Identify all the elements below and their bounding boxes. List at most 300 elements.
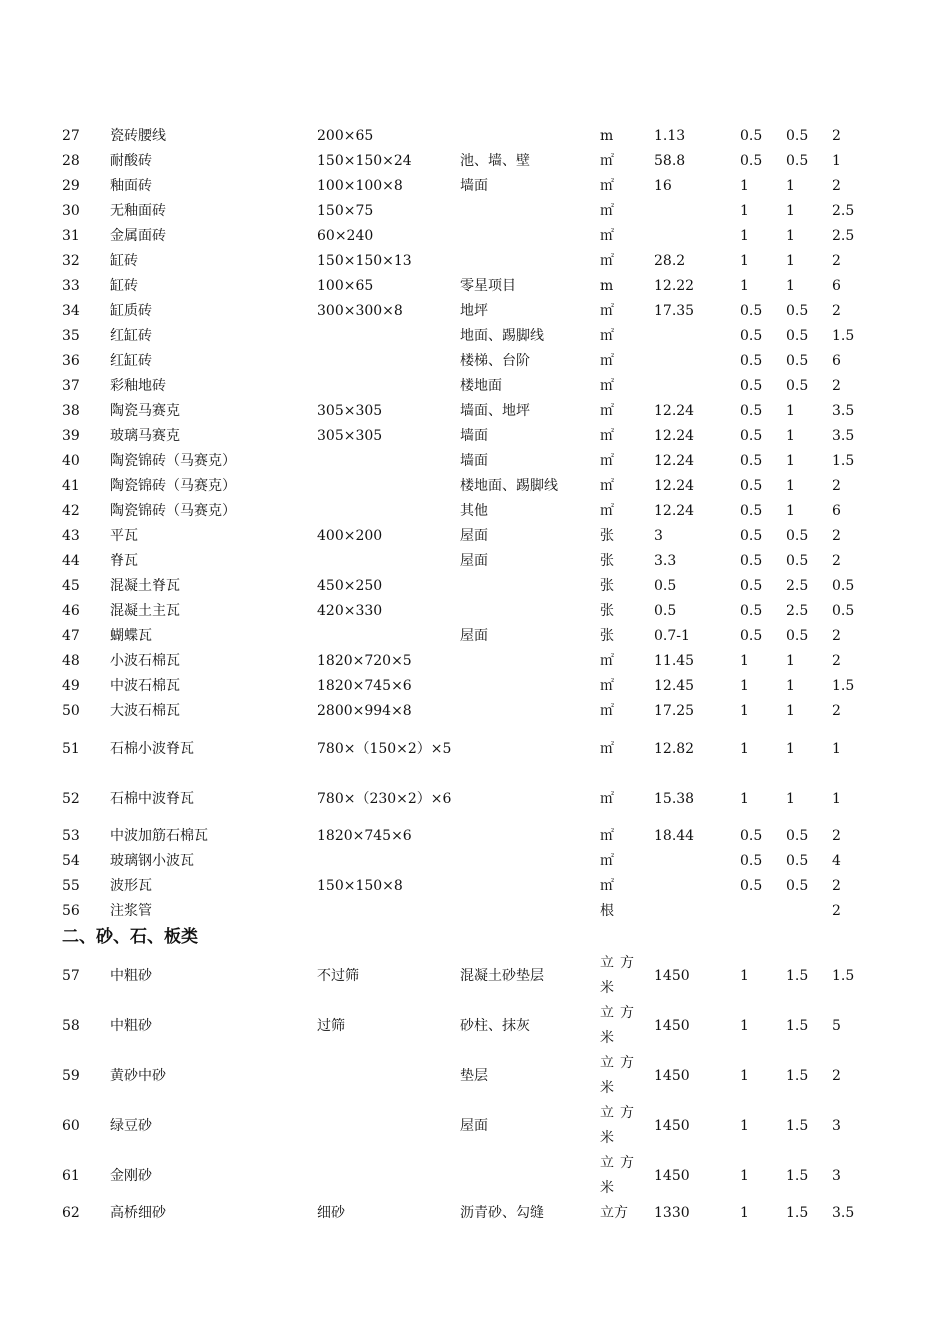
row-number-cell: 49 xyxy=(62,678,80,694)
loss-rate-3-cell: 3 xyxy=(832,1167,841,1184)
loss-rate-3-cell: 1.5 xyxy=(832,453,855,469)
specification-cell xyxy=(317,899,460,924)
loss-rate-2-cell: 0.5 xyxy=(786,528,809,544)
row-number-cell: 29 xyxy=(62,178,80,194)
loss-rate-2-cell: 1 xyxy=(786,203,795,219)
loss-rate-2-cell: 1.5 xyxy=(786,967,809,984)
specification-cell: 过筛 xyxy=(317,1017,345,1034)
table-row xyxy=(62,199,872,224)
unit-cell: ㎡ xyxy=(600,328,614,344)
loss-rate-3-cell: 2 xyxy=(832,178,841,194)
loss-rate-1-cell: 1 xyxy=(740,1205,749,1221)
specification-cell xyxy=(317,474,460,499)
row-number-cell: 38 xyxy=(62,403,80,419)
row-number-cell: 51 xyxy=(62,740,80,757)
row-number-cell: 30 xyxy=(62,203,80,219)
loss-rate-1-cell: 1 xyxy=(740,1117,749,1134)
loss-rate-1-cell: 0.5 xyxy=(740,578,763,594)
loss-rate-2-cell: 0.5 xyxy=(786,328,809,344)
specification-cell: 300×300×8 xyxy=(317,303,403,319)
material-name-cell: 釉面砖 xyxy=(110,178,152,194)
unit-cell: 张 xyxy=(600,603,614,619)
unit-cell: 立方米 xyxy=(600,1005,640,1046)
table-row xyxy=(62,299,872,324)
unit-weight-cell: 12.82 xyxy=(654,740,695,757)
table-row xyxy=(62,1051,872,1101)
row-number-cell: 46 xyxy=(62,603,80,619)
loss-rate-3-cell: 1.5 xyxy=(832,328,855,344)
unit-cell: ㎡ xyxy=(600,403,614,419)
loss-rate-1-cell: 1 xyxy=(740,1017,749,1034)
unit-cell: 立方米 xyxy=(600,1105,640,1146)
loss-rate-2-cell: 1 xyxy=(786,503,795,519)
unit-weight-cell xyxy=(654,899,740,924)
specification-cell: 305×305 xyxy=(317,403,383,419)
table-row xyxy=(62,1151,872,1201)
table-row xyxy=(62,349,872,374)
loss-rate-1-cell: 1 xyxy=(740,790,749,807)
table-row xyxy=(62,1201,872,1226)
unit-cell: ㎡ xyxy=(600,228,614,244)
specification-cell: 60×240 xyxy=(317,228,374,244)
material-name-cell: 中波加筋石棉瓦 xyxy=(110,828,208,844)
application-cell xyxy=(460,849,600,874)
unit-weight-cell xyxy=(654,874,740,899)
material-name-cell: 平瓦 xyxy=(110,528,138,544)
application-cell: 混凝土砂垫层 xyxy=(460,967,544,984)
unit-weight-cell: 12.45 xyxy=(654,678,695,694)
loss-rate-1-cell: 0.5 xyxy=(740,453,763,469)
loss-rate-2-cell: 1 xyxy=(786,253,795,269)
loss-rate-3-cell: 2.5 xyxy=(832,203,855,219)
material-name-cell: 红缸砖 xyxy=(110,353,152,369)
loss-rate-1-cell: 0.5 xyxy=(740,153,763,169)
unit-cell: ㎡ xyxy=(600,303,614,319)
loss-rate-1-cell: 0.5 xyxy=(740,503,763,519)
row-number-cell: 36 xyxy=(62,353,80,369)
loss-rate-2-cell: 1.5 xyxy=(786,1167,809,1184)
specification-cell xyxy=(317,1101,460,1151)
unit-weight-cell: 1450 xyxy=(654,1117,690,1134)
loss-rate-1-cell: 1 xyxy=(740,967,749,984)
loss-rate-2-cell: 1 xyxy=(786,790,795,807)
loss-rate-3-cell: 2 xyxy=(832,128,841,144)
loss-rate-3-cell: 2 xyxy=(832,553,841,569)
unit-cell: ㎡ xyxy=(600,353,614,369)
unit-weight-cell: 17.35 xyxy=(654,303,695,319)
material-name-cell: 红缸砖 xyxy=(110,328,152,344)
unit-weight-cell: 0.7-1 xyxy=(654,628,690,644)
material-name-cell: 缸质砖 xyxy=(110,303,152,319)
table-row xyxy=(62,399,872,424)
unit-weight-cell: 0.5 xyxy=(654,578,677,594)
application-cell xyxy=(460,824,600,849)
loss-rate-3-cell: 3 xyxy=(832,1117,841,1134)
row-number-cell: 52 xyxy=(62,790,80,807)
application-cell xyxy=(460,1151,600,1201)
loss-rate-1-cell: 1 xyxy=(740,203,749,219)
unit-cell: ㎡ xyxy=(600,378,614,394)
unit-weight-cell: 12.24 xyxy=(654,453,695,469)
loss-rate-1-cell: 0.5 xyxy=(740,378,763,394)
specification-cell: 420×330 xyxy=(317,603,383,619)
unit-weight-cell: 0.5 xyxy=(654,603,677,619)
row-number-cell: 40 xyxy=(62,453,80,469)
row-number-cell: 44 xyxy=(62,553,80,569)
application-cell: 屋面 xyxy=(460,528,488,544)
table-row xyxy=(62,224,872,249)
application-cell: 屋面 xyxy=(460,628,488,644)
loss-rate-2-cell: 0.5 xyxy=(786,628,809,644)
unit-weight-cell xyxy=(654,349,740,374)
unit-weight-cell: 12.24 xyxy=(654,503,695,519)
table-row xyxy=(62,674,872,699)
loss-rate-2-cell: 2.5 xyxy=(786,603,809,619)
loss-rate-1-cell: 0.5 xyxy=(740,128,763,144)
loss-rate-1-cell: 1 xyxy=(740,1067,749,1084)
row-number-cell: 61 xyxy=(62,1167,80,1184)
loss-rate-2-cell: 0.5 xyxy=(786,853,809,869)
section-title: 二、砂、石、板类 xyxy=(62,927,198,947)
loss-rate-3-cell: 4 xyxy=(832,853,841,869)
materials-table-body xyxy=(62,124,872,1226)
material-name-cell: 陶瓷马赛克 xyxy=(110,403,180,419)
material-name-cell: 无釉面砖 xyxy=(110,203,166,219)
unit-cell: ㎡ xyxy=(600,828,614,844)
loss-rate-1-cell: 1 xyxy=(740,653,749,669)
unit-cell: ㎡ xyxy=(600,653,614,669)
row-number-cell: 62 xyxy=(62,1205,80,1221)
table-row xyxy=(62,774,872,824)
row-number-cell: 50 xyxy=(62,703,80,719)
unit-cell: 立方米 xyxy=(600,1055,640,1096)
unit-cell: ㎡ xyxy=(600,453,614,469)
row-number-cell: 57 xyxy=(62,967,80,984)
application-cell xyxy=(460,574,600,599)
loss-rate-1-cell: 0.5 xyxy=(740,553,763,569)
application-cell: 地坪 xyxy=(460,303,488,319)
application-cell xyxy=(460,199,600,224)
unit-weight-cell: 12.24 xyxy=(654,428,695,444)
loss-rate-1-cell: 0.5 xyxy=(740,328,763,344)
table-row xyxy=(62,599,872,624)
specification-cell: 780×（230×2）×6 xyxy=(317,790,452,807)
row-number-cell: 27 xyxy=(62,128,80,144)
loss-rate-1-cell: 1 xyxy=(740,678,749,694)
loss-rate-2-cell: 0.5 xyxy=(786,153,809,169)
specification-cell: 1820×745×6 xyxy=(317,678,412,694)
table-row xyxy=(62,874,872,899)
unit-cell: 立方 xyxy=(600,1205,628,1221)
unit-weight-cell: 12.22 xyxy=(654,278,695,294)
loss-rate-3-cell: 2 xyxy=(832,653,841,669)
application-cell xyxy=(460,249,600,274)
application-cell: 楼地面、踢脚线 xyxy=(460,478,558,494)
material-name-cell: 蝴蝶瓦 xyxy=(110,628,152,644)
loss-rate-2-cell: 1 xyxy=(786,453,795,469)
table-row xyxy=(62,474,872,499)
loss-rate-2-cell: 0.5 xyxy=(786,378,809,394)
unit-cell: m xyxy=(600,278,614,294)
table-row xyxy=(62,649,872,674)
application-cell: 楼地面 xyxy=(460,378,502,394)
row-number-cell: 32 xyxy=(62,253,80,269)
unit-weight-cell: 12.24 xyxy=(654,478,695,494)
unit-cell: ㎡ xyxy=(600,878,614,894)
specification-cell xyxy=(317,1051,460,1101)
material-name-cell: 大波石棉瓦 xyxy=(110,703,180,719)
table-row xyxy=(62,524,872,549)
unit-weight-cell: 16 xyxy=(654,178,672,194)
loss-rate-2-cell: 1 xyxy=(786,678,795,694)
unit-weight-cell: 1450 xyxy=(654,1167,690,1184)
table-row xyxy=(62,124,872,149)
loss-rate-1-cell: 0.5 xyxy=(740,403,763,419)
loss-rate-1-cell: 0.5 xyxy=(740,303,763,319)
specification-cell xyxy=(317,374,460,399)
table-row xyxy=(62,424,872,449)
loss-rate-1-cell xyxy=(740,899,786,924)
unit-cell: ㎡ xyxy=(600,740,614,757)
loss-rate-3-cell: 1 xyxy=(832,740,841,757)
table-row xyxy=(62,274,872,299)
material-name-cell: 金刚砂 xyxy=(110,1167,152,1184)
material-name-cell: 混凝土脊瓦 xyxy=(110,578,180,594)
unit-cell: ㎡ xyxy=(600,790,614,807)
table-row xyxy=(62,699,872,724)
specification-cell: 不过筛 xyxy=(317,967,359,984)
unit-cell: ㎡ xyxy=(600,503,614,519)
specification-cell: 450×250 xyxy=(317,578,383,594)
loss-rate-2-cell: 1.5 xyxy=(786,1017,809,1034)
specification-cell xyxy=(317,549,460,574)
unit-cell: 张 xyxy=(600,628,614,644)
loss-rate-2-cell: 1 xyxy=(786,403,795,419)
material-name-cell: 陶瓷锦砖（马赛克） xyxy=(110,453,236,469)
row-number-cell: 47 xyxy=(62,628,80,644)
row-number-cell: 37 xyxy=(62,378,80,394)
loss-rate-2-cell: 0.5 xyxy=(786,828,809,844)
loss-rate-2-cell: 0.5 xyxy=(786,303,809,319)
material-name-cell: 注浆管 xyxy=(110,903,152,919)
table-row xyxy=(62,249,872,274)
unit-cell: 立方米 xyxy=(600,1155,640,1196)
loss-rate-2-cell: 1 xyxy=(786,428,795,444)
loss-rate-1-cell: 1 xyxy=(740,740,749,757)
unit-weight-cell xyxy=(654,324,740,349)
unit-cell: ㎡ xyxy=(600,703,614,719)
material-name-cell: 中波石棉瓦 xyxy=(110,678,180,694)
specification-cell: 100×100×8 xyxy=(317,178,403,194)
loss-rate-1-cell: 0.5 xyxy=(740,628,763,644)
row-number-cell: 33 xyxy=(62,278,80,294)
loss-rate-2-cell: 0.5 xyxy=(786,353,809,369)
application-cell: 其他 xyxy=(460,503,488,519)
unit-weight-cell: 1450 xyxy=(654,1017,690,1034)
row-number-cell: 31 xyxy=(62,228,80,244)
unit-weight-cell: 28.2 xyxy=(654,253,686,269)
application-cell xyxy=(460,124,600,149)
application-cell: 楼梯、台阶 xyxy=(460,353,530,369)
application-cell: 墙面 xyxy=(460,453,488,469)
unit-weight-cell: 3 xyxy=(654,528,663,544)
row-number-cell: 45 xyxy=(62,578,80,594)
application-cell xyxy=(460,899,600,924)
material-name-cell: 彩釉地砖 xyxy=(110,378,166,394)
loss-rate-3-cell: 2.5 xyxy=(832,228,855,244)
application-cell: 沥青砂、勾缝 xyxy=(460,1205,544,1221)
unit-weight-cell: 17.25 xyxy=(654,703,695,719)
specification-cell xyxy=(317,1151,460,1201)
application-cell xyxy=(460,224,600,249)
materials-table xyxy=(62,124,872,1226)
application-cell: 墙面 xyxy=(460,428,488,444)
loss-rate-1-cell: 0.5 xyxy=(740,853,763,869)
unit-cell: 张 xyxy=(600,528,614,544)
specification-cell: 150×75 xyxy=(317,203,374,219)
material-name-cell: 金属面砖 xyxy=(110,228,166,244)
material-name-cell: 中粗砂 xyxy=(110,967,152,984)
material-name-cell: 缸砖 xyxy=(110,278,138,294)
row-number-cell: 28 xyxy=(62,153,80,169)
material-name-cell: 中粗砂 xyxy=(110,1017,152,1034)
loss-rate-3-cell: 5 xyxy=(832,1017,841,1034)
application-cell xyxy=(460,649,600,674)
unit-cell: 立方米 xyxy=(600,955,640,996)
unit-weight-cell: 18.44 xyxy=(654,828,695,844)
application-cell: 零星项目 xyxy=(460,278,516,294)
table-row xyxy=(62,724,872,774)
unit-cell: 根 xyxy=(600,903,614,919)
row-number-cell: 35 xyxy=(62,328,80,344)
material-name-cell: 耐酸砖 xyxy=(110,153,152,169)
loss-rate-2-cell: 2.5 xyxy=(786,578,809,594)
specification-cell xyxy=(317,849,460,874)
loss-rate-1-cell: 0.5 xyxy=(740,353,763,369)
unit-weight-cell: 3.3 xyxy=(654,553,677,569)
specification-cell: 200×65 xyxy=(317,128,374,144)
loss-rate-3-cell: 2 xyxy=(832,478,841,494)
loss-rate-3-cell: 6 xyxy=(832,278,841,294)
loss-rate-1-cell: 1 xyxy=(740,1167,749,1184)
table-row xyxy=(62,624,872,649)
loss-rate-3-cell: 2 xyxy=(832,253,841,269)
unit-weight-cell: 1450 xyxy=(654,967,690,984)
loss-rate-3-cell: 2 xyxy=(832,528,841,544)
application-cell xyxy=(460,674,600,699)
row-number-cell: 53 xyxy=(62,828,80,844)
table-row xyxy=(62,449,872,474)
specification-cell: 100×65 xyxy=(317,278,374,294)
loss-rate-3-cell: 1.5 xyxy=(832,678,855,694)
unit-weight-cell xyxy=(654,849,740,874)
material-name-cell: 绿豆砂 xyxy=(110,1117,152,1134)
unit-weight-cell xyxy=(654,224,740,249)
material-name-cell: 小波石棉瓦 xyxy=(110,653,180,669)
unit-cell: ㎡ xyxy=(600,478,614,494)
loss-rate-2-cell: 1.5 xyxy=(786,1067,809,1084)
specification-cell: 305×305 xyxy=(317,428,383,444)
unit-weight-cell: 15.38 xyxy=(654,790,695,807)
table-row xyxy=(62,1001,872,1051)
unit-weight-cell xyxy=(654,374,740,399)
specification-cell: 2800×994×8 xyxy=(317,703,412,719)
row-number-cell: 55 xyxy=(62,878,80,894)
loss-rate-2-cell: 1 xyxy=(786,703,795,719)
loss-rate-2-cell: 0.5 xyxy=(786,553,809,569)
row-number-cell: 60 xyxy=(62,1117,80,1134)
table-row xyxy=(62,824,872,849)
application-cell xyxy=(460,874,600,899)
row-number-cell: 59 xyxy=(62,1067,80,1084)
loss-rate-2-cell: 1.5 xyxy=(786,1117,809,1134)
loss-rate-2-cell: 0.5 xyxy=(786,128,809,144)
specification-cell: 150×150×8 xyxy=(317,878,403,894)
application-cell xyxy=(460,699,600,724)
loss-rate-1-cell: 1 xyxy=(740,253,749,269)
table-row xyxy=(62,1101,872,1151)
application-cell: 屋面 xyxy=(460,1117,488,1134)
application-cell: 墙面 xyxy=(460,178,488,194)
material-name-cell: 石棉中波脊瓦 xyxy=(110,790,194,807)
loss-rate-1-cell: 0.5 xyxy=(740,528,763,544)
loss-rate-1-cell: 0.5 xyxy=(740,428,763,444)
loss-rate-3-cell: 2 xyxy=(832,1067,841,1084)
material-name-cell: 玻璃钢小波瓦 xyxy=(110,853,194,869)
material-name-cell: 缸砖 xyxy=(110,253,138,269)
unit-weight-cell: 12.24 xyxy=(654,403,695,419)
unit-cell: ㎡ xyxy=(600,153,614,169)
loss-rate-3-cell: 1 xyxy=(832,790,841,807)
material-name-cell: 波形瓦 xyxy=(110,878,152,894)
row-number-cell: 39 xyxy=(62,428,80,444)
section-heading-row xyxy=(62,924,872,951)
table-row xyxy=(62,149,872,174)
unit-cell: ㎡ xyxy=(600,853,614,869)
specification-cell xyxy=(317,449,460,474)
specification-cell: 400×200 xyxy=(317,528,383,544)
unit-weight-cell xyxy=(654,199,740,224)
specification-cell xyxy=(317,499,460,524)
table-row xyxy=(62,374,872,399)
material-name-cell: 高桥细砂 xyxy=(110,1205,166,1221)
material-name-cell: 脊瓦 xyxy=(110,553,138,569)
application-cell: 屋面 xyxy=(460,553,488,569)
table-row xyxy=(62,849,872,874)
specification-cell: 150×150×24 xyxy=(317,153,412,169)
loss-rate-3-cell: 2 xyxy=(832,628,841,644)
loss-rate-3-cell: 3.5 xyxy=(832,1205,855,1221)
row-number-cell: 43 xyxy=(62,528,80,544)
loss-rate-3-cell: 2 xyxy=(832,303,841,319)
loss-rate-2-cell: 1 xyxy=(786,278,795,294)
unit-cell: ㎡ xyxy=(600,253,614,269)
material-name-cell: 石棉小波脊瓦 xyxy=(110,740,194,757)
table-row xyxy=(62,499,872,524)
specification-cell: 1820×720×5 xyxy=(317,653,412,669)
loss-rate-2-cell: 1 xyxy=(786,478,795,494)
loss-rate-3-cell: 0.5 xyxy=(832,578,855,594)
table-row xyxy=(62,324,872,349)
unit-cell: 张 xyxy=(600,578,614,594)
loss-rate-2-cell: 0.5 xyxy=(786,878,809,894)
unit-cell: ㎡ xyxy=(600,678,614,694)
specification-cell: 细砂 xyxy=(317,1205,345,1221)
loss-rate-2-cell: 1 xyxy=(786,740,795,757)
table-row xyxy=(62,174,872,199)
application-cell xyxy=(460,599,600,624)
unit-cell: 张 xyxy=(600,553,614,569)
